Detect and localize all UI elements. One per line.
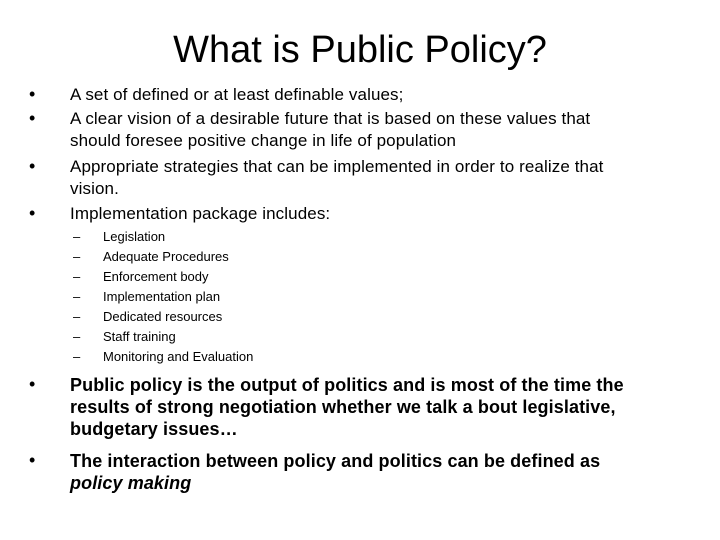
- bullet-marker: •: [29, 450, 36, 470]
- bullet-text: [70, 450, 690, 494]
- dash-marker: –: [73, 309, 81, 324]
- slide-title: What is Public Policy?: [173, 29, 547, 71]
- bullet-text: A set of defined or at least definable values;: [70, 85, 404, 104]
- dash-marker: –: [73, 229, 81, 244]
- bullet-text-line: budgetary issues…: [70, 419, 238, 439]
- dash-marker: –: [73, 269, 81, 284]
- bullet-text-line: Public policy is the output of politics and is most of the time the: [70, 375, 624, 395]
- dash-marker: –: [73, 349, 81, 364]
- bullet-marker: •: [29, 108, 36, 128]
- sub-item-text: Dedicated resources: [103, 309, 223, 324]
- bullet-marker: •: [29, 156, 36, 176]
- bullet-marker: •: [29, 374, 36, 394]
- bullet-text-line: should foresee positive change in life of population: [70, 131, 457, 150]
- dash-marker: –: [73, 289, 81, 304]
- bullet-marker: •: [29, 203, 36, 223]
- bullet-text: [70, 374, 690, 440]
- sub-item-text: Implementation plan: [103, 289, 221, 304]
- bullet-text: [70, 108, 690, 152]
- dash-marker: –: [73, 249, 81, 264]
- bullet-marker: •: [29, 84, 36, 104]
- bullet-text-line: results of strong negotiation whether we talk a bout legislative,: [70, 397, 616, 417]
- bullet-text-italic-line: policy making: [70, 473, 192, 493]
- bullet-text: Implementation package includes:: [70, 204, 331, 223]
- bullet-text-line: Appropriate strategies that can be implemented in order to realize that: [70, 157, 604, 176]
- sub-item-text: Legislation: [103, 229, 166, 244]
- sub-item-text: Adequate Procedures: [103, 249, 229, 264]
- sub-item-text: Enforcement body: [103, 269, 209, 284]
- dash-marker: –: [73, 329, 81, 344]
- bullet-text-line: A clear vision of a desirable future that is based on these values that: [70, 109, 591, 128]
- bullet-text: [70, 156, 690, 200]
- bullet-text-line: The interaction between policy and politics can be defined as: [70, 451, 601, 471]
- sub-item-text: Monitoring and Evaluation: [103, 349, 254, 364]
- sub-item-text: Staff training: [103, 329, 176, 344]
- bullet-text-line: vision.: [70, 179, 119, 198]
